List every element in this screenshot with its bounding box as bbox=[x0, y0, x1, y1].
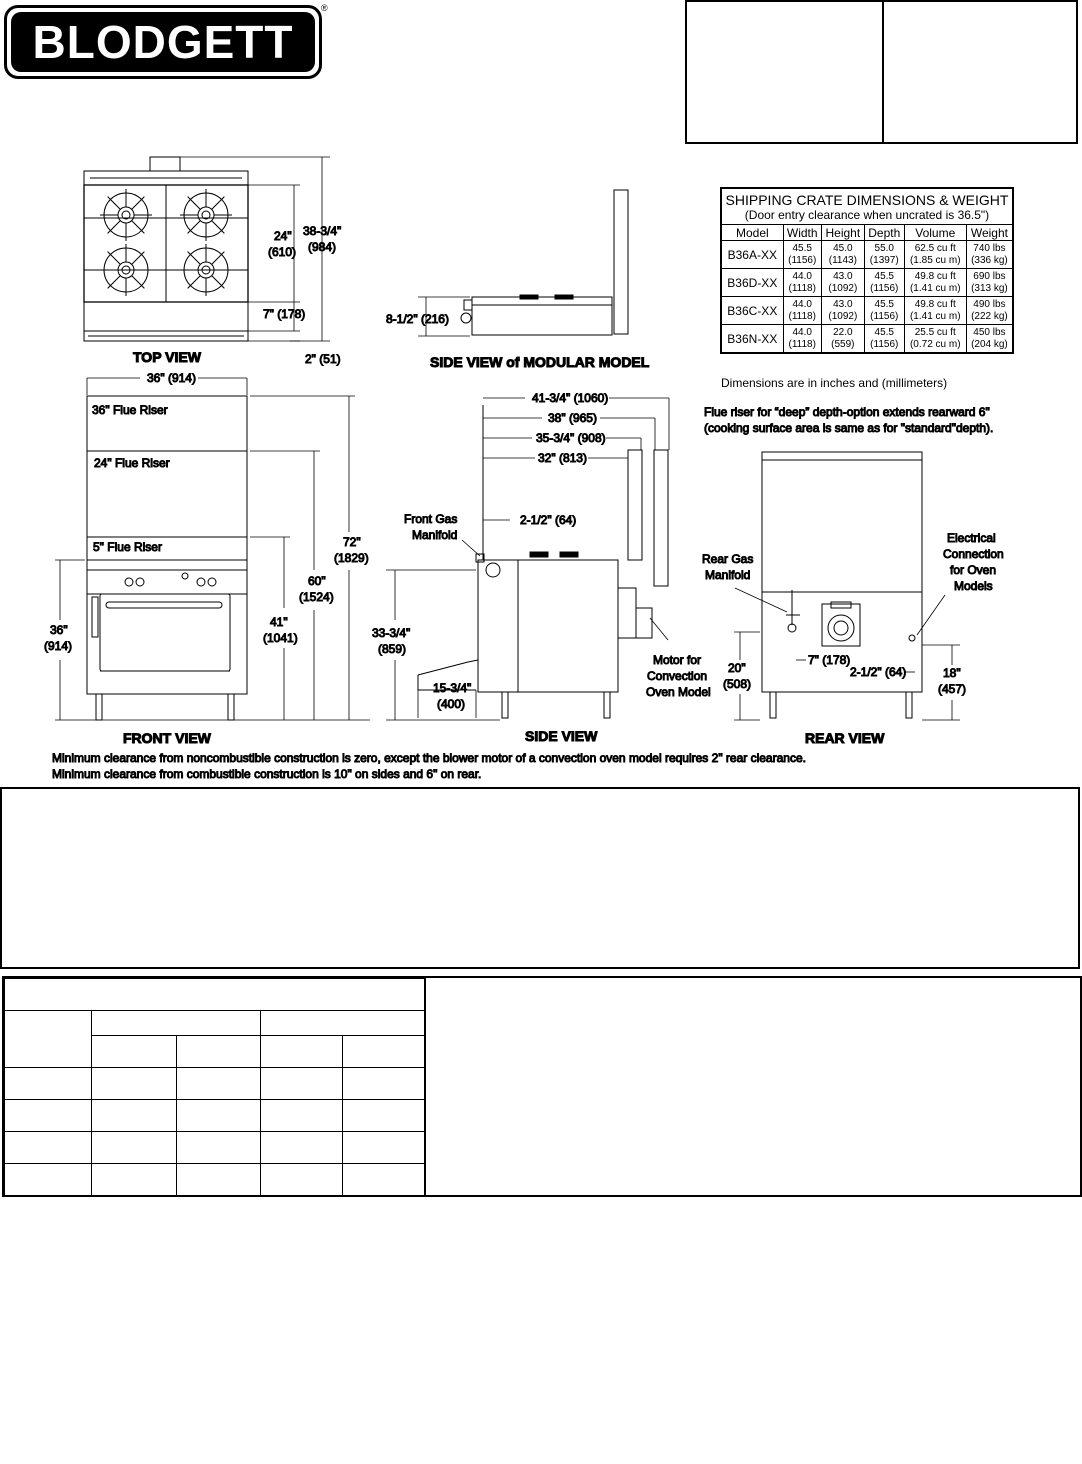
dim-60-mm: (1524) bbox=[299, 590, 334, 604]
dim-38-34-mm: (984) bbox=[308, 240, 337, 254]
shipping-weight-metric: (313 kg) bbox=[971, 282, 1008, 294]
motor-label-1: Motor for bbox=[653, 653, 702, 667]
shipping-depth-imperial: 45.5 bbox=[874, 326, 894, 338]
shipping-subtitle: (Door entry clearance when uncrated is 36.5") bbox=[721, 208, 1013, 225]
motor-label-2: Convection bbox=[647, 669, 708, 683]
shipping-width-metric: (1118) bbox=[788, 282, 816, 294]
shipping-weight-metric: (204 kg) bbox=[971, 338, 1008, 350]
dim-33-34: 33-3/4" bbox=[372, 626, 411, 640]
dim-60: 60" bbox=[308, 574, 326, 588]
shipping-depth bbox=[864, 297, 904, 325]
shipping-width bbox=[783, 241, 821, 269]
shipping-depth-metric: (1397) bbox=[869, 254, 899, 266]
shipping-volume bbox=[904, 241, 966, 269]
shipping-col-depth: Depth bbox=[864, 225, 904, 241]
modular-side-drawing bbox=[461, 190, 628, 335]
shipping-depth-metric: (1156) bbox=[870, 282, 899, 294]
dim-24: 24" bbox=[274, 229, 292, 243]
clearance-note-2: Minimum clearance from combustible construction is 10" on sides and 6" on rear. bbox=[52, 767, 482, 781]
shipping-depth-imperial: 45.5 bbox=[874, 298, 894, 310]
shipping-weight-metric: (336 kg) bbox=[971, 254, 1008, 266]
shipping-width bbox=[783, 269, 821, 297]
shipping-model: B36C-XX bbox=[721, 297, 783, 325]
shipping-row bbox=[721, 325, 1013, 354]
shipping-depth-metric: (1156) bbox=[870, 310, 899, 322]
registered-mark: ® bbox=[321, 3, 328, 13]
shipping-width-imperial: 45.5 bbox=[792, 242, 812, 254]
elec-label-3: for Oven bbox=[950, 563, 997, 577]
shipping-model: B36N-XX bbox=[721, 325, 783, 354]
shipping-height bbox=[821, 325, 864, 354]
shipping-width-imperial: 44.0 bbox=[792, 270, 812, 282]
shipping-title: SHIPPING CRATE DIMENSIONS & WEIGHT bbox=[721, 188, 1013, 208]
shipping-volume-metric: (0.72 cu m) bbox=[909, 338, 961, 350]
shipping-volume-metric: (1.41 cu m) bbox=[909, 282, 961, 294]
elec-label-4: Models bbox=[954, 579, 993, 593]
burner-grate bbox=[100, 189, 152, 241]
shipping-volume-imperial: 25.5 cu ft bbox=[914, 326, 956, 338]
shipping-weight-imperial: 740 lbs bbox=[973, 242, 1006, 254]
shipping-width bbox=[783, 325, 821, 354]
top-view-title: TOP VIEW bbox=[133, 349, 201, 365]
modular-side-view-title: SIDE VIEW of MODULAR MODEL bbox=[430, 354, 650, 370]
dim-8-12: 8-1/2" (216) bbox=[386, 312, 449, 326]
dim-24-mm: (610) bbox=[268, 245, 297, 259]
motor-label-3: Oven Model bbox=[646, 685, 711, 699]
flue-5-label: 5" Flue Riser bbox=[93, 540, 162, 554]
shipping-weight-imperial: 690 lbs bbox=[973, 270, 1006, 282]
elec-label-2: Connection bbox=[943, 547, 1004, 561]
shipping-weight bbox=[966, 241, 1013, 269]
rear-view-title: REAR VIEW bbox=[805, 730, 885, 746]
shipping-height bbox=[821, 241, 864, 269]
dim-36-mm: (914) bbox=[44, 639, 73, 653]
burner-grate bbox=[180, 189, 232, 241]
shipping-depth bbox=[864, 269, 904, 297]
shipping-height-imperial: 43.0 bbox=[833, 270, 853, 282]
dim-41: 41" bbox=[270, 615, 288, 629]
rear-gas-label-1: Rear Gas bbox=[702, 552, 754, 566]
shipping-height-metric: (1092) bbox=[828, 310, 858, 322]
shipping-height-imperial: 43.0 bbox=[833, 298, 853, 310]
dim-20: 20" bbox=[728, 661, 746, 675]
shipping-col-height: Height bbox=[821, 225, 864, 241]
shipping-col-model: Model bbox=[721, 225, 783, 241]
shipping-depth-imperial: 55.0 bbox=[874, 242, 894, 254]
front-gas-label-1: Front Gas bbox=[404, 512, 458, 526]
shipping-height bbox=[821, 269, 864, 297]
shipping-volume-imperial: 49.8 cu ft bbox=[914, 270, 956, 282]
rear-gas-label-2: Manifold bbox=[705, 568, 751, 582]
dim-38-34: 38-3/4" bbox=[303, 224, 342, 238]
dim-35-34: 35-3/4" (908) bbox=[536, 431, 606, 445]
dim-rear-2-12: 2-1/2" (64) bbox=[850, 665, 907, 679]
front-view-drawing bbox=[87, 396, 247, 720]
dim-front-width: 36" (914) bbox=[147, 371, 196, 385]
shipping-height-metric: (1092) bbox=[828, 282, 858, 294]
shipping-volume-imperial: 49.8 cu ft bbox=[914, 298, 956, 310]
front-view-title: FRONT VIEW bbox=[123, 730, 211, 746]
dim-36: 36" bbox=[50, 623, 68, 637]
dim-side-2-12: 2-1/2" (64) bbox=[520, 513, 577, 527]
shipping-width-imperial: 44.0 bbox=[792, 326, 812, 338]
shipping-volume-metric: (1.85 cu m) bbox=[909, 254, 961, 266]
shipping-volume bbox=[904, 297, 966, 325]
shipping-height-metric: (559) bbox=[831, 338, 855, 350]
shipping-height bbox=[821, 297, 864, 325]
shipping-model: B36D-XX bbox=[721, 269, 783, 297]
shipping-model: B36A-XX bbox=[721, 241, 783, 269]
flue-note-1: Flue riser for “deep” depth-option extends rearward 6" bbox=[704, 405, 990, 419]
shipping-weight bbox=[966, 297, 1013, 325]
shipping-height-imperial: 22.0 bbox=[833, 326, 853, 338]
shipping-depth-imperial: 45.5 bbox=[874, 270, 894, 282]
dim-32: 32" (813) bbox=[538, 451, 587, 465]
shipping-width-metric: (1156) bbox=[788, 254, 817, 266]
clearance-note-1: Minimum clearance from noncombustible construction is zero, except the blower motor of a convection oven model requires 2" rear clearance. bbox=[52, 751, 806, 765]
logo-text: BLODGETT bbox=[32, 16, 294, 68]
shipping-volume-metric: (1.41 cu m) bbox=[909, 310, 961, 322]
dim-20-mm: (508) bbox=[723, 677, 752, 691]
dim-41-mm: (1041) bbox=[263, 631, 298, 645]
shipping-depth-metric: (1156) bbox=[870, 338, 899, 350]
shipping-row bbox=[721, 269, 1013, 297]
shipping-width bbox=[783, 297, 821, 325]
notes-box bbox=[0, 787, 1080, 969]
shipping-crate-table bbox=[720, 187, 1014, 354]
units-note: Dimensions are in inches and (millimeters) bbox=[721, 376, 948, 390]
front-gas-label-2: Manifold bbox=[412, 528, 458, 542]
shipping-depth bbox=[864, 241, 904, 269]
shipping-col-weight: Weight bbox=[966, 225, 1013, 241]
shipping-volume bbox=[904, 269, 966, 297]
shipping-weight bbox=[966, 269, 1013, 297]
flue-36-label: 36" Flue Riser bbox=[92, 403, 168, 417]
flue-note-2: (cooking surface area is same as for "standard"depth). bbox=[704, 421, 994, 435]
specification-grid bbox=[4, 978, 426, 1196]
shipping-depth bbox=[864, 325, 904, 354]
top-view-drawing bbox=[84, 157, 248, 341]
dim-7: 7" (178) bbox=[263, 307, 306, 321]
dim-rear-7: 7" (178) bbox=[808, 653, 851, 667]
shipping-weight bbox=[966, 325, 1013, 354]
dim-15-34: 15-3/4" bbox=[433, 681, 472, 695]
shipping-height-imperial: 45.0 bbox=[833, 242, 853, 254]
shipping-width-metric: (1118) bbox=[788, 310, 816, 322]
shipping-weight-imperial: 490 lbs bbox=[973, 298, 1006, 310]
dim-33-34-mm: (859) bbox=[378, 642, 407, 656]
shipping-col-width: Width bbox=[783, 225, 821, 241]
shipping-volume-imperial: 62.5 cu ft bbox=[914, 242, 956, 254]
side-view-title: SIDE VIEW bbox=[525, 728, 598, 744]
elec-label-1: Electrical bbox=[947, 531, 996, 545]
shipping-row bbox=[721, 297, 1013, 325]
dim-72-mm: (1829) bbox=[334, 551, 369, 565]
flue-24-label: 24" Flue Riser bbox=[94, 456, 170, 470]
shipping-row bbox=[721, 241, 1013, 269]
dim-18: 18" bbox=[943, 666, 961, 680]
dim-72: 72" bbox=[343, 535, 361, 549]
dim-38: 38" (965) bbox=[548, 411, 597, 425]
shipping-weight-imperial: 450 lbs bbox=[973, 326, 1006, 338]
dim-2: 2" (51) bbox=[305, 352, 341, 366]
shipping-col-volume: Volume bbox=[904, 225, 966, 241]
shipping-width-imperial: 44.0 bbox=[792, 298, 812, 310]
shipping-width-metric: (1118) bbox=[788, 338, 816, 350]
shipping-weight-metric: (222 kg) bbox=[971, 310, 1008, 322]
dim-18-mm: (457) bbox=[938, 682, 967, 696]
shipping-volume bbox=[904, 325, 966, 354]
dim-15-34-mm: (400) bbox=[437, 697, 466, 711]
shipping-height-metric: (1143) bbox=[828, 254, 857, 266]
dim-41-34: 41-3/4" (1060) bbox=[532, 391, 609, 405]
